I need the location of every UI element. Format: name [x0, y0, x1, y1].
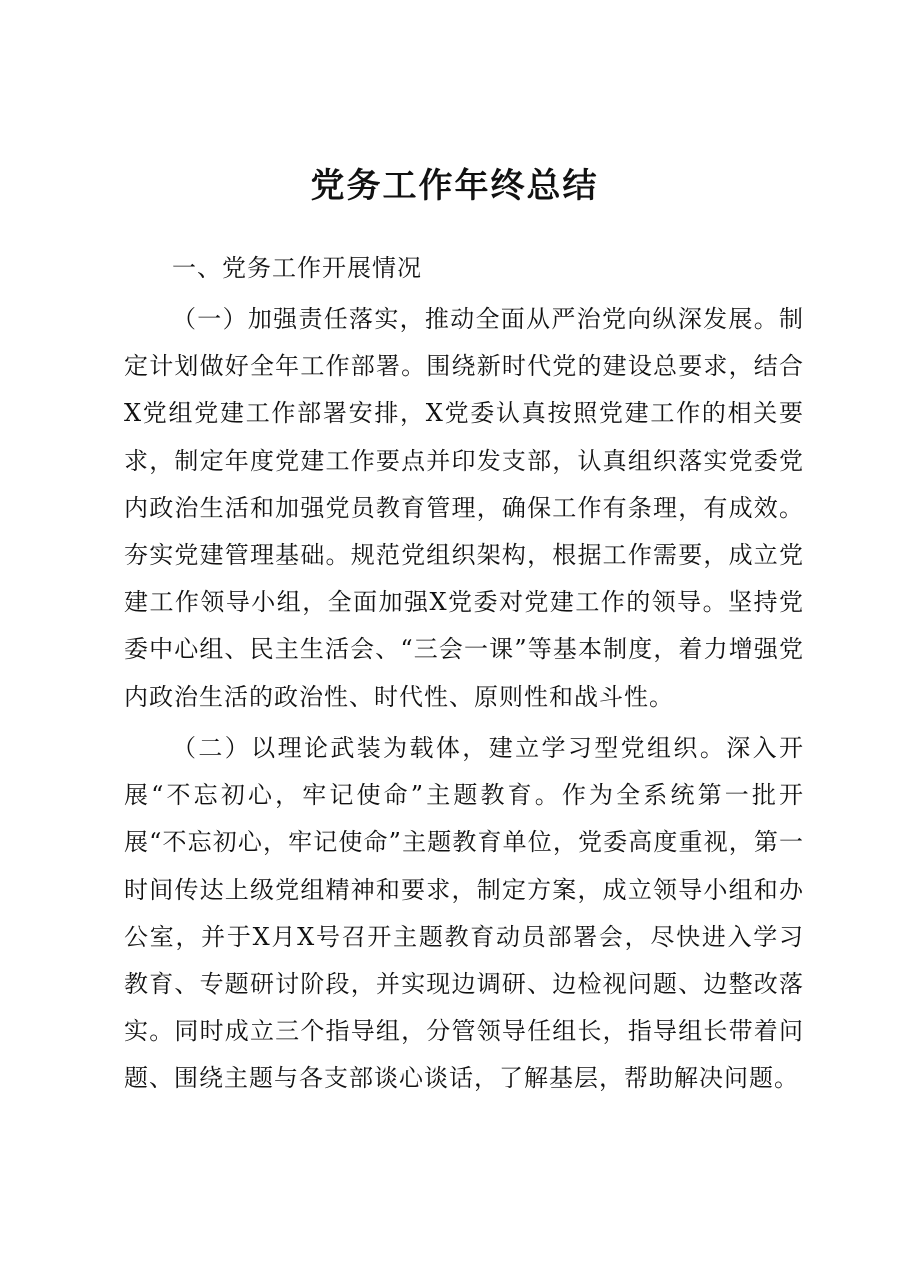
paragraph-1: （一）加强责任落实，推动全面从严治党向纵深发展。制定计划做好全年工作部署。围绕新时代党的建设总要求，结合X党组党建工作部署安排，X党委认真按照党建工作的相关要求，制定年度党建工作要点并印发支部，认真组织落实党委党内政治生活和加强党员教育管理，确保工作有条理，有成效。夯实党建管理基础。规范党组织架构，根据工作需要，成立党建工作领导小组，全面加强X党委对党建工作的领导。坚持党委中心组、民主生活会、“三会一课”等基本制度，着力增强党内政治生活的政治性、时代性、原则性和战斗性。	[124, 305, 804, 711]
paragraph-2: （二）以理论武装为载体，建立学习型党组织。深入开展“不忘初心，牢记使命”主题教育。作为全系统第一批开展“不忘初心，牢记使命”主题教育单位，党委高度重视，第一时间传达上级党组精神和要求，制定方案，成立领导小组和办公室，并于X月X号召开主题教育动员部署会，尽快进入学习教育、专题研讨阶段，并实现边调研、边检视问题、边整改落实。同时成立三个指导组，分管领导任组长，指导组长带着问题、围绕主题与各支部谈心谈话，了解基层，帮助解决问题。	[124, 734, 804, 1093]
section-heading: 一、党务工作开展情况	[172, 254, 422, 282]
document-title: 党务工作年终总结	[310, 166, 599, 206]
